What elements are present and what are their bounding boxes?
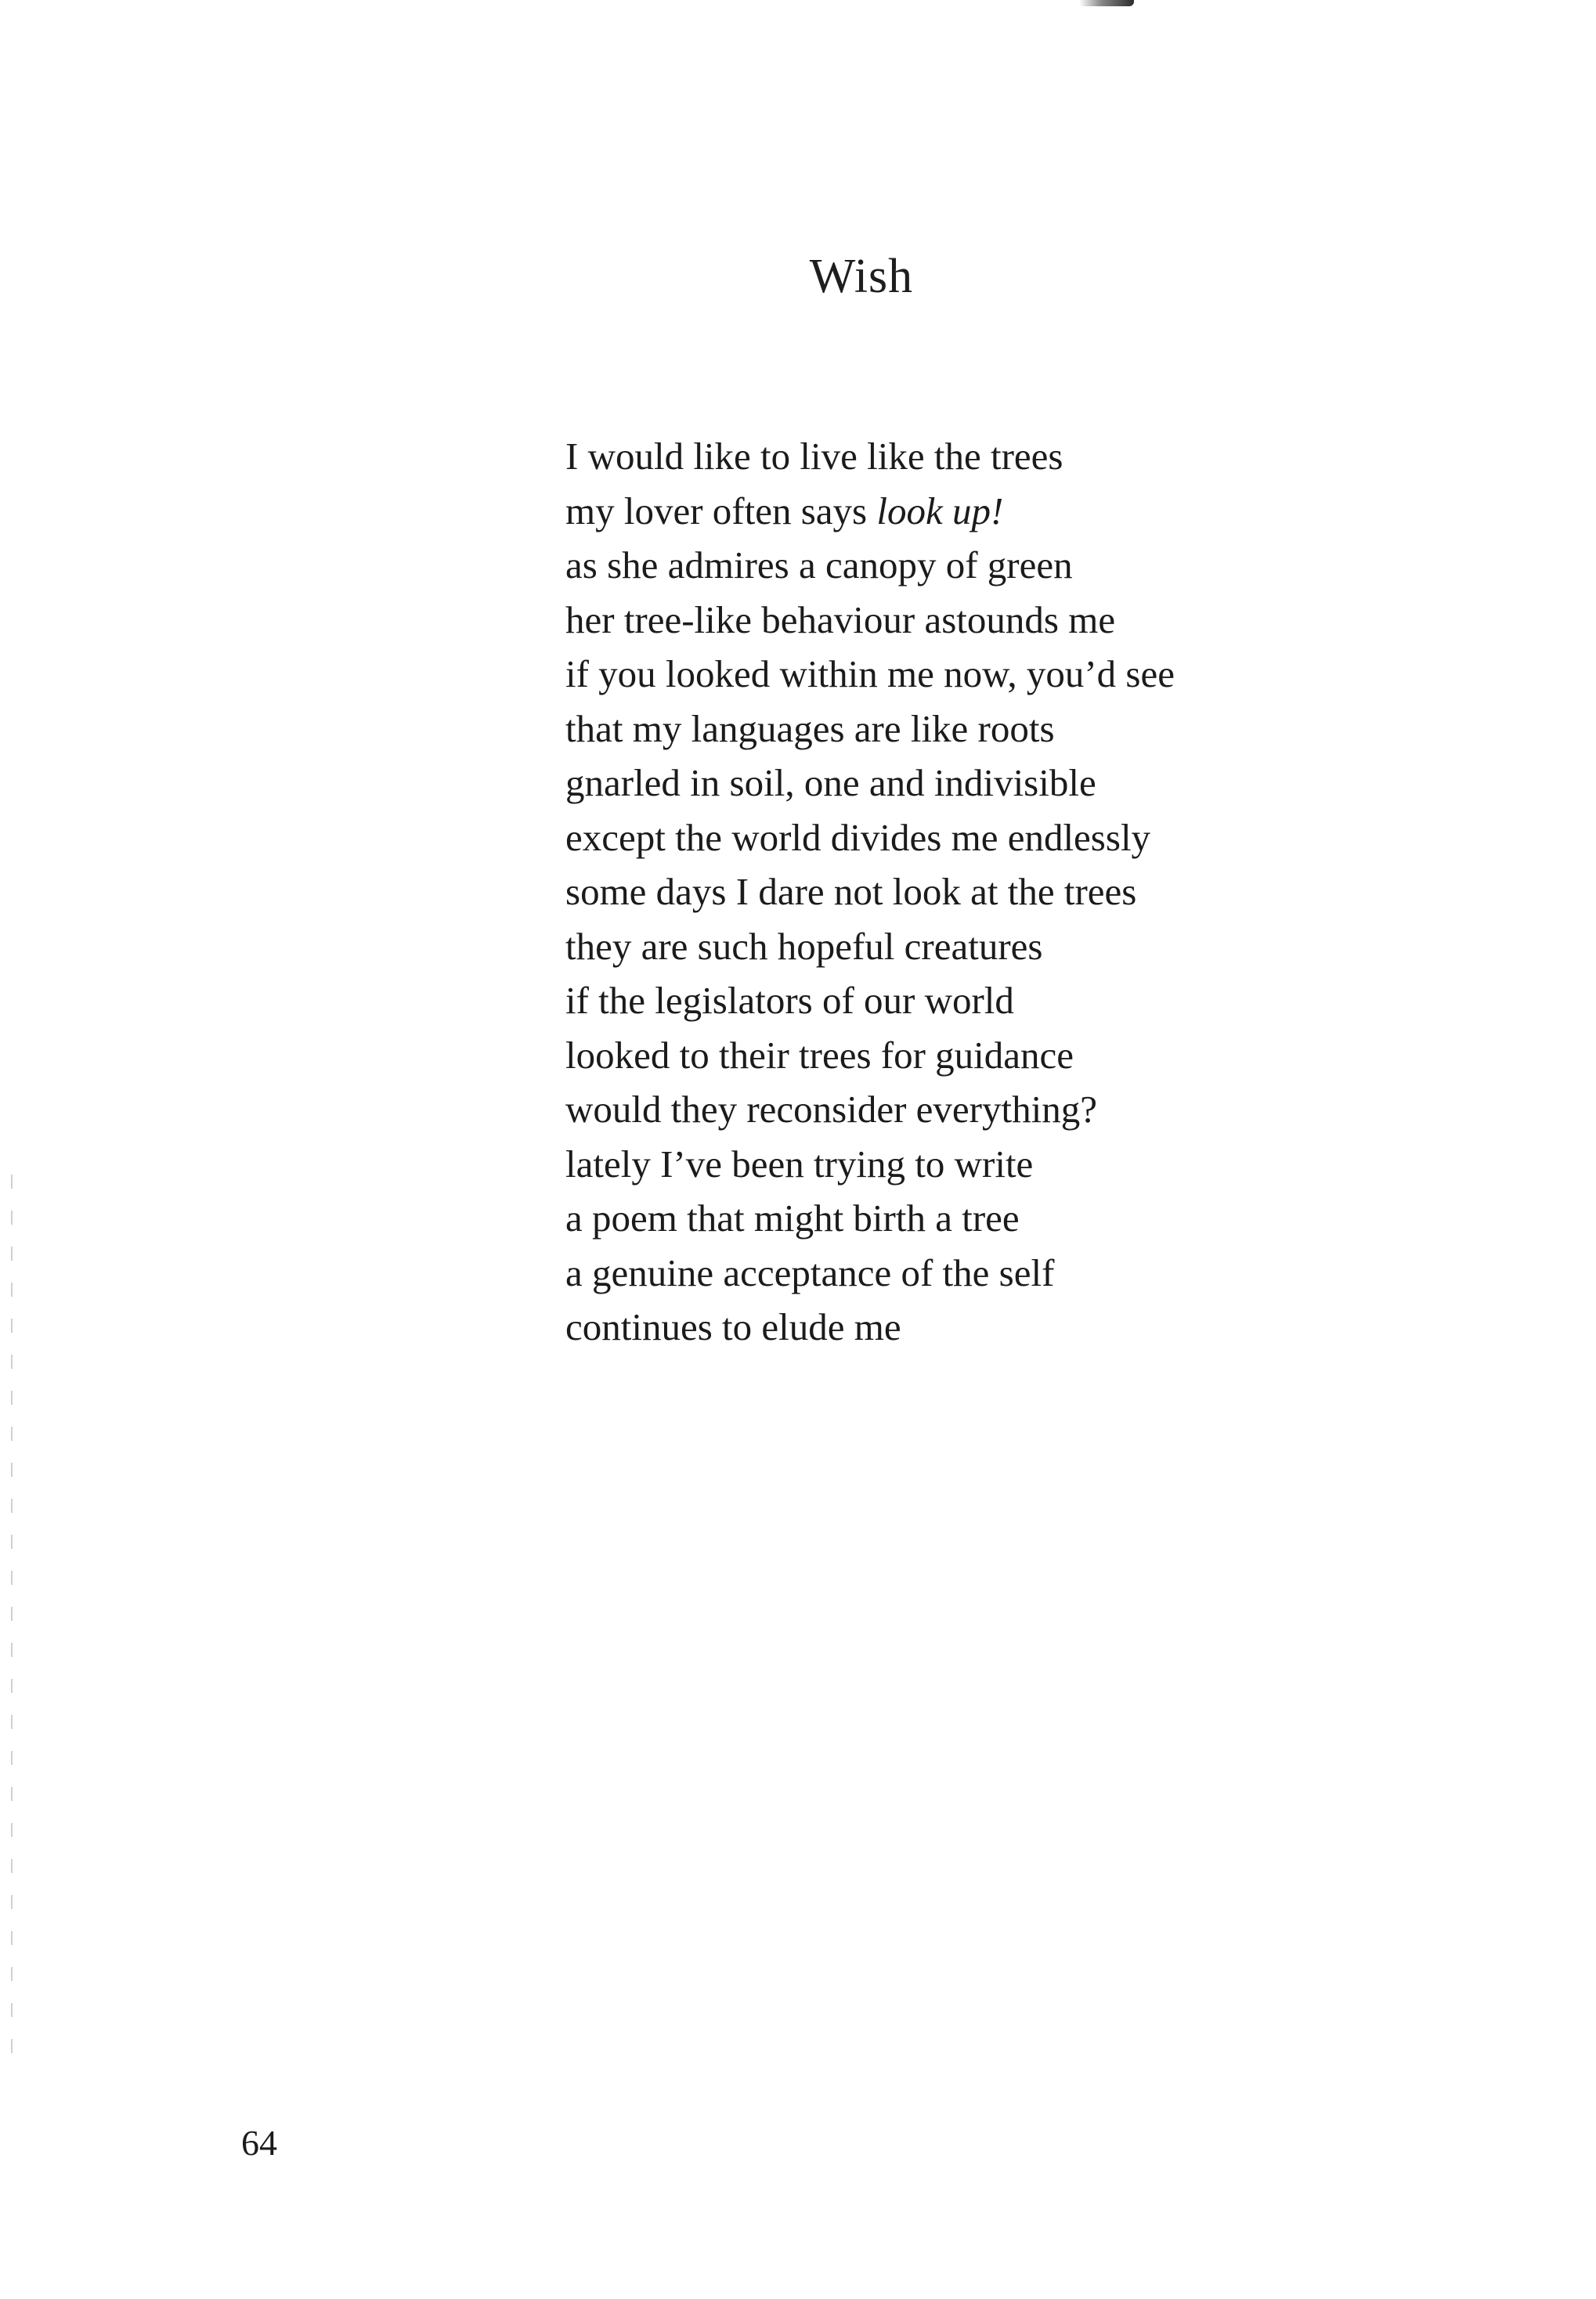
scan-artifact-edge	[11, 1175, 13, 2075]
poem-line	[565, 1137, 1175, 1192]
poem-line-emphasis: look up!	[876, 489, 1004, 532]
poem-line-text: they are such hopeful creatures	[565, 924, 1043, 968]
poem-body	[565, 429, 1175, 1355]
poem-line-text: would they reconsider everything?	[565, 1088, 1097, 1131]
page-number: 64	[241, 2123, 277, 2163]
poem-line-text: I would like to live like the trees	[565, 435, 1063, 478]
poem-line-text: my lover often says	[565, 489, 877, 532]
poem-line-text: that my languages are like roots	[565, 706, 1055, 750]
poem-line	[565, 756, 1175, 810]
poem-line-text: except the world divides me endlessly	[565, 815, 1151, 859]
poem-line	[565, 1300, 1175, 1355]
poem-line-text: if you looked within me now, you’d see	[565, 652, 1175, 695]
poem-line-text: looked to their trees for guidance	[565, 1033, 1074, 1077]
poem-line-text: her tree-like behaviour astounds me	[565, 597, 1116, 641]
poem-line	[565, 1246, 1175, 1301]
poem-line	[565, 647, 1175, 702]
poem-line	[565, 919, 1175, 974]
poem-line	[565, 429, 1175, 484]
poem-line	[565, 1082, 1175, 1137]
poem-line-text: lately I’ve been trying to write	[565, 1142, 1034, 1186]
poem-line	[565, 864, 1175, 919]
poem-title: Wish	[809, 250, 914, 303]
poem-line-text: some days I dare not look at the trees	[565, 870, 1137, 913]
poem-line	[565, 484, 1175, 539]
poem-line	[565, 702, 1175, 756]
poem-line-text: gnarled in soil, one and indivisible	[565, 761, 1096, 804]
poem-line	[565, 1191, 1175, 1246]
scan-artifact-mark	[1079, 0, 1134, 6]
poem-line-text: continues to elude me	[565, 1305, 901, 1348]
poem-line-text: as she admires a canopy of green	[565, 543, 1073, 586]
poem-line-text: if the legislators of our world	[565, 979, 1014, 1022]
poem-line	[565, 973, 1175, 1028]
poem-line	[565, 1028, 1175, 1083]
poem-line	[565, 593, 1175, 648]
poem-line-text: a genuine acceptance of the self	[565, 1251, 1055, 1294]
poem-line	[565, 810, 1175, 865]
poem-line-text: a poem that might birth a tree	[565, 1196, 1020, 1240]
poem-line	[565, 538, 1175, 593]
